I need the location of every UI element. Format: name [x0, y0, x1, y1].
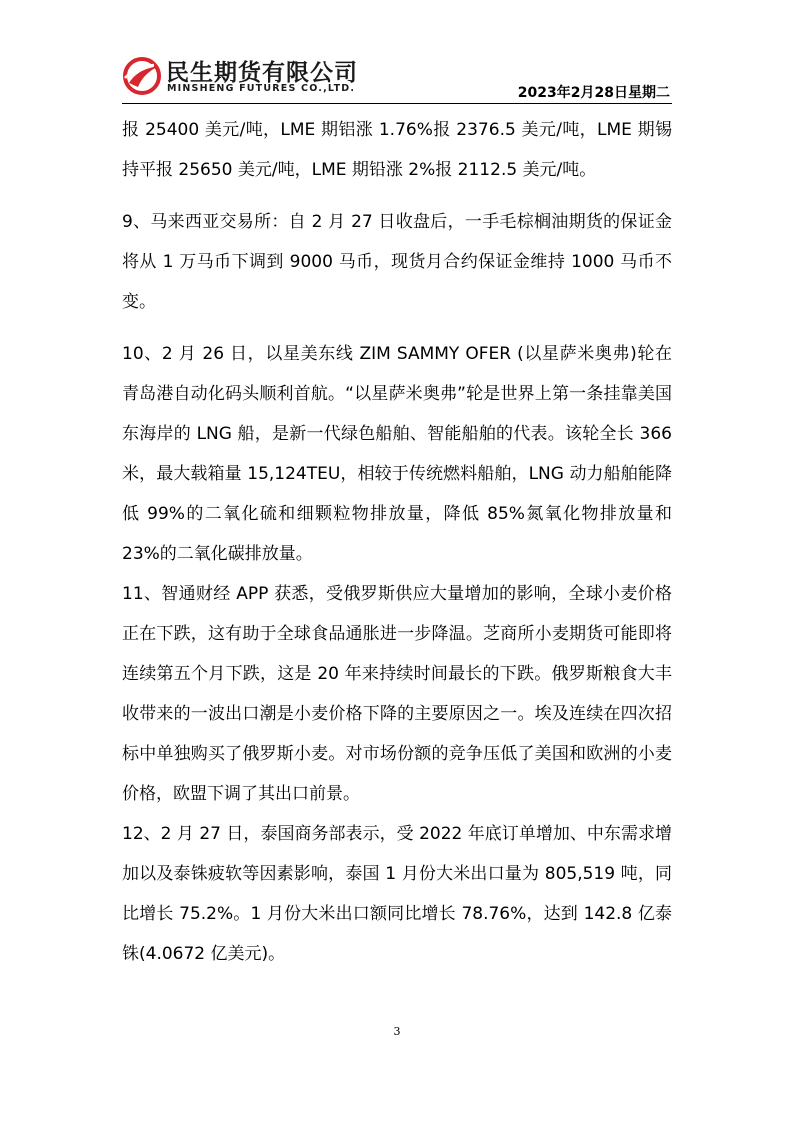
document-body: [122, 110, 672, 974]
paragraph: 10、2 月 26 日，以星美东线 ZIM SAMMY OFER (以星萨米奥弗)轮在青岛港自动化码头顺利首航。“以星萨米奥弗”轮是世界上第一条挂靠美国东海岸的 LNG 船，是新一代绿色船舶、智能船舶的代表。该轮全长 366 米，最大载箱量 15,124TEU，相较于传统燃料船舶，LNG 动力船舶能降低 99%的二氧化硫和细颗粒物排放量，降低 85%氮氧化物排放量和 23%的二氧化碳排放量。: [122, 344, 672, 564]
company-name-cn: 民生期货有限公司: [166, 60, 358, 86]
page-header: [122, 50, 672, 104]
page-number: 3: [393, 1025, 401, 1038]
header-divider: [122, 103, 672, 104]
paragraph: 12、2 月 27 日，泰国商务部表示，受 2022 年底订单增加、中东需求增加以及泰铢疲软等因素影响，泰国 1 月份大米出口量为 805,519 吨，同比增长 75.2%。1 月份大米出口额同比增长 78.76%，达到 142.8 亿泰铢(4.0672 亿美元)。: [122, 824, 672, 964]
minsheng-logo-icon: [122, 56, 162, 96]
paragraph: 报 25400 美元/吨，LME 期铝涨 1.76%报 2376.5 美元/吨，LME 期锡持平报 25650 美元/吨，LME 期铅涨 2%报 2112.5 美元/吨。: [122, 120, 672, 180]
report-date: 2023年2月28日星期二: [517, 85, 670, 101]
company-name-en: MINSHENG FUTURES CO.,LTD.: [167, 83, 356, 94]
paragraph: 9、马来西亚交易所：自 2 月 27 日收盘后，一手毛棕榈油期货的保证金将从 1 万马币下调到 9000 马币，现货月合约保证金维持 1000 马币不变。: [122, 212, 672, 312]
paragraph: 11、智通财经 APP 获悉，受俄罗斯供应大量增加的影响，全球小麦价格正在下跌，这有助于全球食品通胀进一步降温。芝商所小麦期货可能即将连续第五个月下跌，这是 20 年来持续时间最长的下跌。俄罗斯粮食大丰收带来的一波出口潮是小麦价格下降的主要原因之一。埃及连续在四次招标中单独购买了俄罗斯小麦。对市场份额的竞争压低了美国和欧洲的小麦价格，欧盟下调了其出口前景。: [122, 584, 672, 804]
